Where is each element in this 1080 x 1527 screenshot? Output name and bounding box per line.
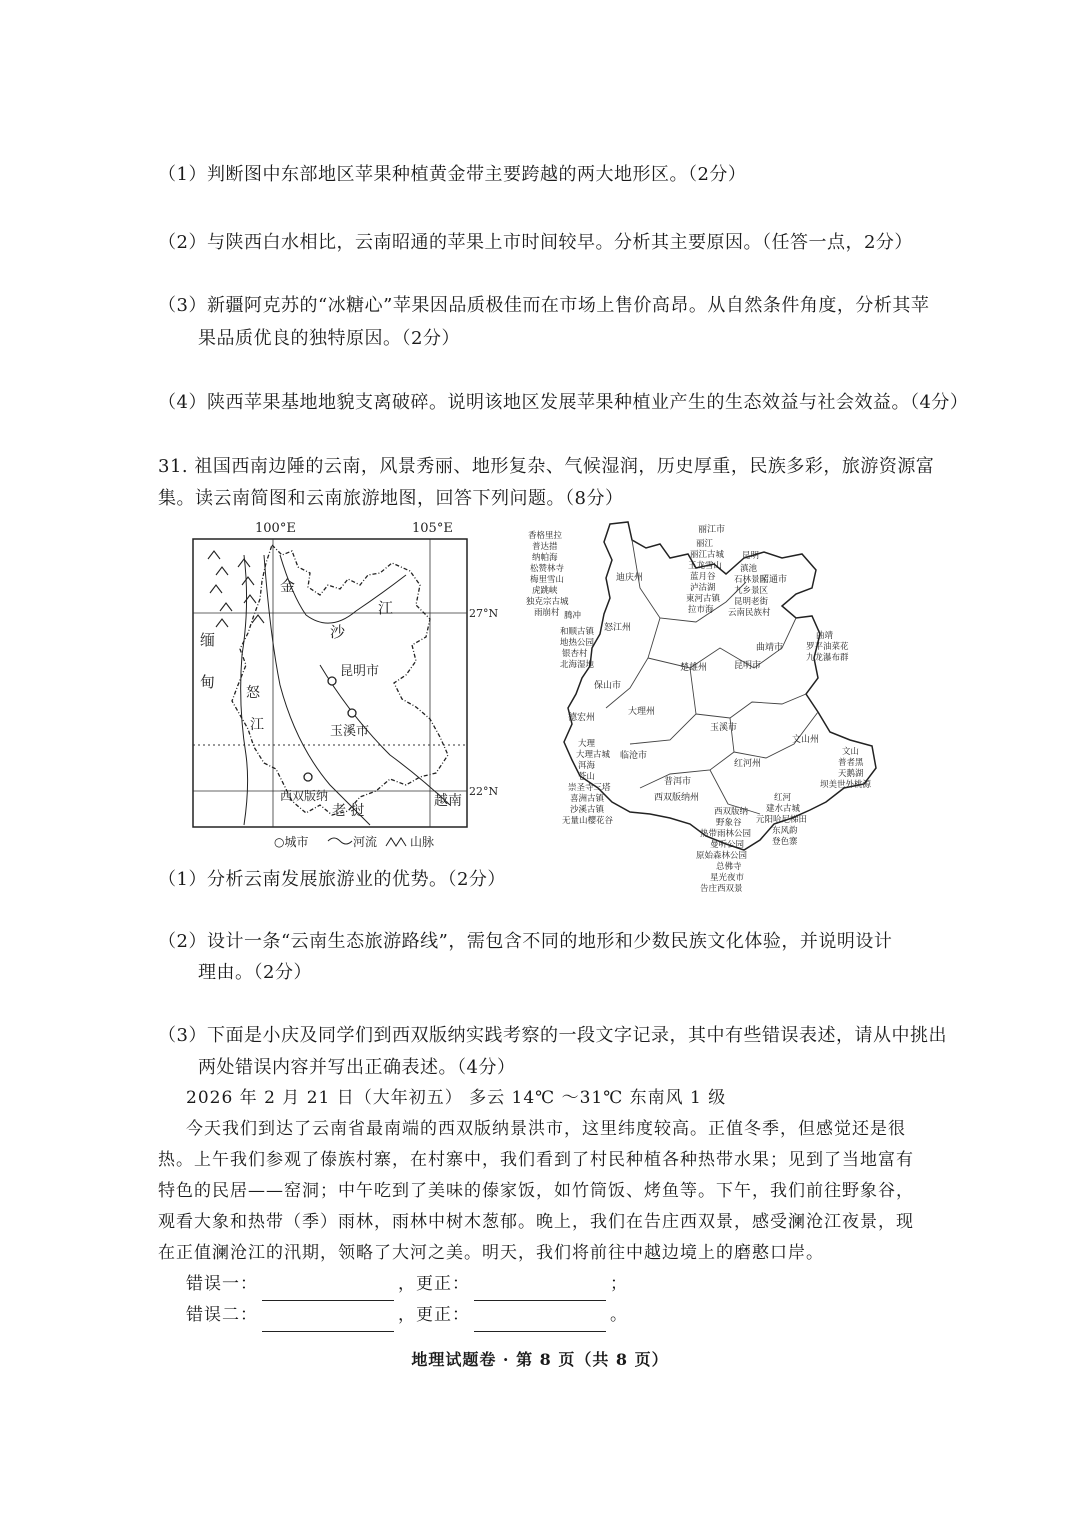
record-line2: 热。上午我们参观了傣族村寨，在村寨中，我们看到了村民种植各种热带水果；见到了当地富有	[158, 1150, 914, 1170]
svg-text:东风韵: 东风韵	[772, 826, 798, 836]
region-wenshan: 文山州	[792, 735, 820, 745]
svg-text:喜洲古镇: 喜洲古镇	[570, 794, 605, 804]
kunming-notes	[728, 551, 771, 618]
svg-text:香格里拉: 香格里拉	[528, 531, 563, 541]
lat-22-label: 22°N	[469, 785, 499, 798]
fix2-blank[interactable]	[474, 1311, 606, 1332]
svg-text:纳帕海: 纳帕海	[532, 553, 558, 563]
jin-label: 金	[280, 577, 296, 595]
svg-text:大理古城: 大理古城	[576, 750, 611, 760]
lon-100-label: 100°E	[255, 521, 296, 536]
svg-text:总佛寺: 总佛寺	[716, 862, 742, 872]
svg-text:告庄西双景: 告庄西双景	[700, 884, 743, 894]
error2-label: 错误二：	[186, 1305, 258, 1325]
svg-text:洱海: 洱海	[578, 761, 596, 771]
honghe-notes	[756, 792, 807, 847]
svg-text:独克宗古城: 独克宗古城	[526, 597, 569, 607]
svg-text:丽江古城: 丽江古城	[690, 550, 725, 560]
lat-27-label: 27°N	[469, 607, 499, 620]
region-xsbn: 西双版纳州	[654, 793, 700, 803]
sha-label: 沙	[330, 623, 346, 641]
kunming-dot	[328, 677, 336, 685]
region-qujing: 曲靖市	[756, 643, 784, 653]
lon-105-label: 105°E	[412, 521, 453, 536]
region-zhaotong: 昭通市	[760, 575, 788, 585]
q31-stem-line2: 集。读云南简图和云南旅游地图，回答下列问题。（8分）	[158, 488, 624, 509]
yuxi-label: 玉溪市	[330, 724, 370, 739]
svg-text:九乡景区: 九乡景区	[734, 586, 769, 596]
q31-sub3-line1: （3）下面是小庆及同学们到西双版纳实践考察的一段文字记录，其中有些错误表述，请从中挑出	[158, 1025, 947, 1046]
svg-text:虎跳峡: 虎跳峡	[532, 586, 558, 596]
svg-text:石林景区: 石林景区	[734, 575, 769, 585]
svg-text:曲靖: 曲靖	[816, 631, 834, 641]
svg-text:苍山: 苍山	[578, 772, 596, 782]
end2: 。	[610, 1305, 628, 1325]
record-line4: 观看大象和热带（季）雨林，雨林中树木葱郁。晚上，我们在告庄西双景，感受澜沧江夜景，现	[158, 1212, 914, 1232]
region-lijiang: 丽江市	[698, 525, 726, 535]
legend-mountain: 山脉	[410, 835, 435, 849]
svg-text:坝美世外桃源: 坝美世外桃源	[820, 780, 872, 790]
answer-row-1	[186, 1268, 628, 1301]
q30-sub4: （4）陕西苹果基地地貌支离破碎。说明该地区发展苹果种植业产生的生态效益与社会效益。（4分）	[158, 392, 969, 413]
record-line5: 在正值澜沧江的汛期，领略了大河之美。明天，我们将前往中越边境上的磨憨口岸。	[158, 1243, 824, 1263]
error2-blank[interactable]	[262, 1311, 394, 1332]
svg-text:東河古镇: 東河古镇	[686, 594, 721, 604]
fix1-blank[interactable]	[474, 1280, 606, 1301]
legend-mountain-icon	[386, 838, 406, 846]
q31-sub1: （1）分析云南发展旅游业的优势。（2分）	[158, 869, 506, 890]
yunnan-tourism-map	[520, 518, 890, 894]
region-honghe: 红河州	[734, 759, 762, 769]
region-baoshan: 保山市	[594, 681, 622, 691]
mian-label: 缅	[200, 631, 216, 649]
nu-jiang-label: 江	[250, 717, 264, 733]
svg-text:昆明: 昆明	[742, 551, 760, 561]
q30-sub3-line2: 果品质优良的独特原因。（2分）	[198, 328, 460, 349]
svg-text:文山: 文山	[842, 747, 860, 757]
kunming-label: 昆明市	[340, 664, 380, 679]
svg-text:北海湿地: 北海湿地	[560, 660, 595, 670]
laowo-label: 老 挝	[332, 803, 365, 819]
fix2-label: ，更正：	[398, 1305, 470, 1325]
region-dali: 大理州	[628, 707, 656, 717]
region-diqing: 迪庆州	[616, 573, 644, 583]
shangri-la-notes	[526, 530, 569, 618]
svg-text:银杏村: 银杏村	[562, 649, 588, 659]
svg-text:罗平油菜花: 罗平油菜花	[806, 642, 849, 652]
jiang-label: 江	[378, 599, 394, 617]
yuxi-dot	[348, 709, 356, 717]
svg-text:大理: 大理	[578, 739, 596, 749]
q30-sub3-line1: （3）新疆阿克苏的“冰糖心”苹果因品质极佳而在市场上售价高昂。从自然条件角度，分析其苹	[158, 295, 930, 316]
svg-text:玉龙雪山: 玉龙雪山	[688, 561, 723, 571]
q31-sub3-line2: 两处错误内容并写出正确表述。（4分）	[198, 1057, 516, 1078]
svg-text:曼听公园: 曼听公园	[710, 840, 745, 850]
svg-text:拉市海: 拉市海	[688, 605, 714, 615]
svg-text:星光夜市: 星光夜市	[710, 873, 745, 883]
q31-sub2-line2: 理由。（2分）	[198, 962, 312, 983]
end1: ；	[610, 1274, 628, 1294]
qujing-notes	[806, 630, 849, 663]
svg-text:和顺古镇: 和顺古镇	[560, 627, 595, 637]
q30-sub1: （1）判断图中东部地区苹果种植黄金带主要跨越的两大地形区。（2分）	[158, 164, 747, 185]
svg-text:蓝月谷: 蓝月谷	[690, 572, 716, 582]
svg-text:昆明老街: 昆明老街	[734, 597, 769, 607]
svg-text:地热公园: 地热公园	[560, 638, 595, 648]
region-nujiang: 怒江州	[604, 623, 632, 633]
lijiang-notes	[686, 539, 725, 615]
svg-text:普者黑: 普者黑	[838, 758, 864, 768]
svg-text:沙溪古镇: 沙溪古镇	[570, 805, 605, 815]
svg-text:无量山樱花谷: 无量山樱花谷	[562, 816, 614, 826]
svg-text:雨崩村: 雨崩村	[534, 608, 560, 618]
svg-text:泸沽湖: 泸沽湖	[690, 583, 716, 593]
dian-label: 甸	[200, 673, 216, 691]
svg-text:建水古城: 建水古城	[766, 804, 801, 814]
svg-text:松赞林寺: 松赞林寺	[530, 564, 565, 574]
svg-text:丽江: 丽江	[696, 539, 714, 549]
lancang-river	[264, 555, 370, 825]
xsbn-dot	[304, 773, 312, 781]
svg-text:九龙瀑布群: 九龙瀑布群	[806, 653, 849, 663]
legend-river-icon	[328, 838, 352, 844]
svg-text:野象谷: 野象谷	[716, 818, 742, 828]
svg-text:登色寨: 登色寨	[772, 837, 798, 847]
region-puer: 普洱市	[664, 777, 692, 787]
error1-label: 错误一：	[186, 1274, 258, 1294]
record-header: 2026 年 2 月 21 日（大年初五） 多云 14℃ ～31℃ 东南风 1 级	[186, 1088, 727, 1108]
svg-text:梅里雪山: 梅里雪山	[530, 575, 565, 585]
region-kunming: 昆明市	[734, 661, 762, 671]
answer-row-2	[186, 1299, 628, 1332]
region-yuxi: 玉溪市	[710, 723, 738, 733]
svg-text:原始森林公园: 原始森林公园	[696, 851, 748, 861]
q31-sub2-line1: （2）设计一条“云南生态旅游路线”，需包含不同的地形和少数民族文化体验，并说明设计	[158, 931, 893, 952]
svg-text:滇池: 滇池	[740, 564, 758, 574]
hengduan-mountains	[208, 551, 264, 627]
svg-text:普达措: 普达措	[532, 542, 558, 552]
q31-stem-line1: 31. 祖国西南边陲的云南，风景秀丽、地形复杂、气候湿润，历史厚重，民族多彩，旅游资源富	[158, 456, 935, 477]
yuenan-label: 越南	[434, 793, 462, 809]
svg-text:天鹅湖: 天鹅湖	[838, 769, 864, 779]
region-chuxiong: 楚雄州	[680, 663, 708, 673]
svg-text:元阳哈尼梯田: 元阳哈尼梯田	[756, 815, 808, 825]
q30-sub2: （2）与陕西白水相比，云南昭通的苹果上市时间较早。分析其主要原因。（任答一点，2分）	[158, 232, 913, 253]
svg-text:崇圣寺三塔: 崇圣寺三塔	[568, 783, 611, 793]
tengchong-notes	[560, 610, 595, 670]
error1-blank[interactable]	[262, 1280, 394, 1301]
legend-river: 河流	[353, 835, 378, 849]
svg-text:热带雨林公园: 热带雨林公园	[700, 829, 752, 839]
svg-text:腾冲: 腾冲	[564, 611, 582, 621]
record-line1: 今天我们到达了云南省最南端的西双版纳景洪市，这里纬度较高。正值冬季，但感觉还是很	[186, 1119, 906, 1139]
xsbn-label: 西双版纳	[280, 789, 329, 803]
fix1-label: ，更正：	[398, 1274, 470, 1294]
svg-text:西双版纳: 西双版纳	[714, 807, 749, 817]
yunnan-simple-map	[180, 515, 500, 855]
nu-label: 怒	[246, 685, 260, 701]
svg-text:云南民族村: 云南民族村	[728, 608, 771, 618]
legend-city: ○城市	[274, 835, 309, 849]
region-dehong: 德宏州	[568, 713, 596, 723]
record-line3: 特色的民居——窑洞；中午吃到了美味的傣家饭，如竹筒饭、烤鱼等。下午，我们前往野象谷，	[158, 1181, 914, 1201]
page-footer: 地理试题卷 · 第 8 页（共 8 页）	[411, 1350, 669, 1369]
wenshan-notes	[820, 746, 872, 790]
region-lincang: 临沧市	[620, 751, 648, 761]
svg-text:红河: 红河	[774, 793, 792, 803]
